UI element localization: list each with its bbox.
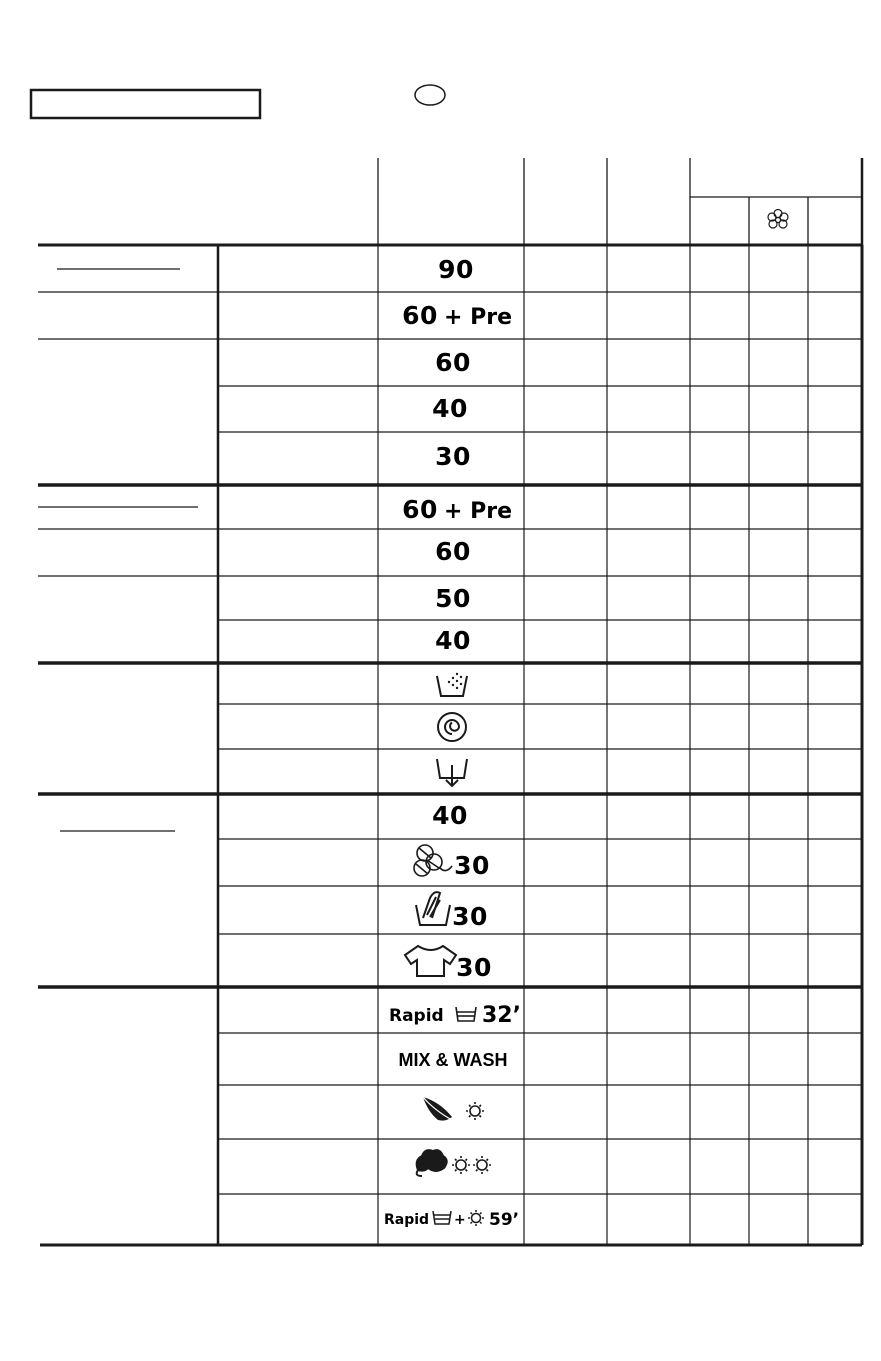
cotton-icon	[417, 1150, 447, 1176]
duration-label: 59’	[489, 1210, 520, 1230]
tub-icon	[456, 1007, 476, 1021]
feather-icon	[423, 1097, 452, 1121]
mix-and-wash-label: MIX & WASH	[398, 1050, 508, 1070]
temp-label: 40	[435, 626, 471, 655]
oval-badge-icon	[415, 85, 445, 105]
temp-label: 60	[435, 348, 471, 377]
temp-label: 30	[456, 953, 492, 982]
temp-label: 40	[432, 394, 468, 423]
rapid-label: Rapid	[389, 1006, 444, 1026]
prewash-label: + Pre	[444, 305, 512, 330]
prewash-label: + Pre	[444, 499, 512, 524]
temp-label: 60	[402, 495, 438, 524]
spin-icon	[438, 713, 466, 741]
temp-label: 50	[435, 584, 471, 613]
temp-label: 40	[432, 801, 468, 830]
temp-label: 60	[435, 537, 471, 566]
shirt-icon	[405, 946, 456, 976]
hand-wash-icon	[416, 892, 450, 925]
temp-label: 90	[438, 255, 474, 284]
rinse-icon	[437, 673, 467, 696]
temp-label: 30	[454, 851, 490, 880]
sun-icon	[452, 1156, 470, 1174]
rapid-label: Rapid	[384, 1212, 430, 1228]
temp-label: 30	[452, 902, 488, 931]
header-label-box	[31, 90, 260, 118]
temp-label: 60	[402, 301, 438, 330]
sun-icon	[468, 1210, 484, 1226]
drain-icon	[437, 759, 467, 786]
duration-label: 32’	[482, 1003, 521, 1028]
flower-icon	[768, 210, 788, 229]
wool-icon	[414, 845, 452, 876]
tub-icon	[433, 1211, 451, 1224]
header-grid	[378, 158, 862, 245]
sun-icon	[466, 1102, 484, 1120]
temp-label: 30	[435, 442, 471, 471]
plus-label: +	[454, 1212, 466, 1228]
sun-icon	[473, 1156, 491, 1174]
